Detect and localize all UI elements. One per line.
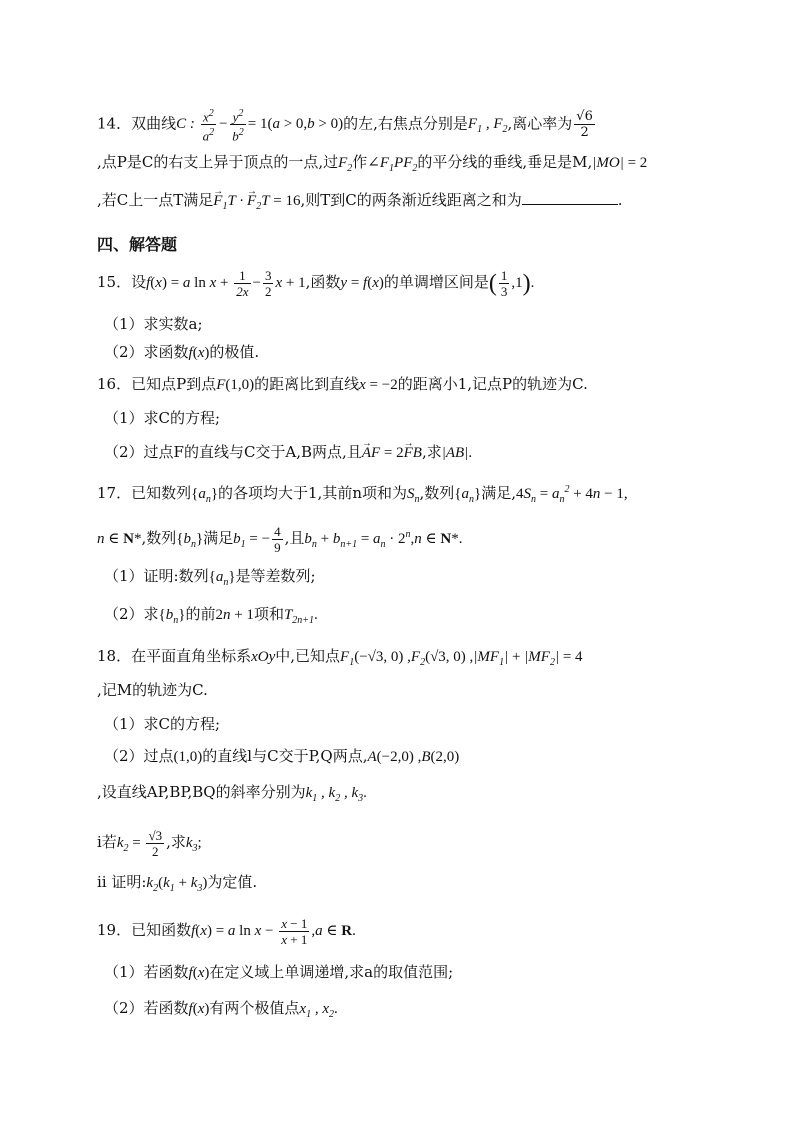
q19-part-1 — [104, 962, 453, 983]
q15-function: f(x) = a ln x + $\frac{1}{2x}$ − $\frac{3}{2}$ x + 1 — [146, 268, 306, 299]
q14-text: 双曲线 — [131, 114, 177, 133]
q16-part-2 — [104, 442, 472, 463]
q17-line-1 — [97, 480, 628, 510]
q17-t2n1: $T_{2n+1}$. — [283, 607, 318, 626]
q14-dot-product: → $F_1T$ · → $F_2T = 16$ — [213, 193, 300, 209]
q17-text: ,且 — [284, 528, 305, 547]
q15-fx: f(x) — [188, 345, 210, 361]
q18-point-10: (1,0) — [173, 749, 203, 765]
q15-number: 15． — [97, 272, 132, 291]
q19-line-1 — [97, 916, 356, 947]
q18-text: 中,已知点 — [275, 647, 341, 665]
q17-an: $\{a_n\}$ — [208, 569, 236, 588]
q18-k2: $k_2$ = $\frac{√3}{2}$ — [116, 828, 163, 859]
q18-line-5 — [97, 782, 367, 809]
q15-text: 的极值. — [209, 343, 260, 361]
q19-x1x2: $x_1$ , $x_2$. — [299, 1001, 338, 1020]
q15-interval: ( $\frac{1}{3}$ ,1). — [488, 268, 535, 299]
q19-function: f(x) = a ln x − $\frac{x - 1}{x + 1}$ ,a ∈ R. — [191, 916, 356, 947]
q15-text: 的单调增区间是 — [383, 272, 489, 291]
section-heading: 四、解答题 — [97, 235, 178, 254]
q17-text: 的前 — [185, 605, 216, 623]
q18-text: ⅰ若 — [97, 832, 117, 851]
q17-text: 满足 — [203, 528, 234, 547]
q19-fx: f(x) — [188, 965, 210, 981]
q14-eccentricity: $\frac{√6}{2}$ — [576, 108, 593, 140]
q14-number: 14． — [97, 114, 132, 133]
q18-part-2 — [104, 746, 459, 767]
q17-2n1: 2n + 1 — [215, 607, 254, 623]
q16-part-1: （1）求C的方程; — [104, 409, 221, 427]
q17-text: 的各项均大于1,其前n项和为 — [218, 484, 407, 502]
q17-text: 已知数列 — [131, 484, 192, 502]
q18-line-2: ,记M的轨迹为C. — [97, 681, 208, 699]
q15-text: ,函数 — [305, 272, 341, 291]
q18-sub-2 — [97, 872, 257, 899]
q18-text: ,设直线AP,BP,BQ的斜率分别为 — [97, 783, 306, 801]
q14-text: 的左,右焦点分别是 — [343, 114, 468, 133]
q18-number: 18． — [97, 647, 132, 665]
q18-line-1 — [97, 646, 583, 673]
q18-xoy: xOy — [251, 649, 276, 665]
q14-text: ,则T到C的两条渐近线距离之和为 — [300, 191, 522, 209]
q14-line-3 — [97, 190, 623, 217]
q19-number: 19． — [97, 920, 132, 939]
q17-text: （2）求 — [104, 605, 159, 623]
q18-text: ,求 — [166, 832, 186, 851]
q14-line-1 — [97, 106, 597, 144]
q18-points: $F_1(-√3$, 0) $,F_2(√3$, 0) $,|MF_1| + |MF_2| = 4$ — [340, 649, 583, 668]
q17-recurrence: $b_n + b_{n+1} = a_n \cdot 2^n,n$ ∈ N*. — [304, 528, 463, 550]
q14-foci: $F_1$ , $F_2$ — [467, 116, 508, 136]
q14-text: 的平分线的垂线,垂足是M, — [417, 153, 593, 171]
q15-line-1 — [97, 268, 534, 299]
q18-k3: $k_3$; — [185, 834, 202, 854]
q14-mo: |MO| = 2 — [592, 155, 648, 171]
q19-part-2 — [104, 998, 338, 1025]
q18-sub-1 — [97, 828, 202, 859]
q14-text: ,离心率为 — [507, 114, 573, 133]
q17-number: 17． — [97, 484, 132, 502]
q19-text: 在定义域上单调递增,求a的取值范围; — [209, 963, 454, 981]
q16-text: （2）过点F的直线与C交于A,B两点,且 — [104, 443, 362, 461]
q14-text: . — [617, 191, 623, 209]
q16-line-eq: x = −2 — [359, 377, 398, 393]
q14-angle: $\angle F_1PF_2$ — [367, 155, 418, 174]
q15-text: 设 — [131, 272, 147, 291]
q16-vector-eq: → AF = 2→ FB — [362, 445, 422, 461]
q19-text: （2）若函数 — [104, 999, 189, 1017]
q17-part-2 — [104, 604, 318, 631]
q18-ab: A(−2,0) ,B(2,0) — [367, 749, 460, 765]
q17-bn: $\{b_n\}$ — [158, 607, 186, 626]
q19-fx: f(x) — [188, 1001, 210, 1017]
answer-blank[interactable] — [522, 190, 618, 205]
q16-text: 的距离比到直线 — [254, 375, 360, 393]
q16-line-1 — [97, 374, 588, 395]
q18-part-1: （1）求C的方程; — [104, 715, 221, 733]
q17-sn: $S_n$ — [407, 486, 420, 505]
q18-text: ⅱ 证明: — [97, 873, 147, 891]
q17-an: $\{a_n\}$ — [191, 486, 219, 505]
q16-text: ,求 — [421, 443, 442, 461]
q16-text: 的距离小1,记点P的轨迹为C. — [397, 375, 588, 393]
q15-text: （2）求函数 — [104, 343, 189, 361]
q14-text: ,点P是C的右支上异于顶点的一点,过 — [97, 153, 339, 171]
q17-text: ,数列 — [141, 528, 177, 547]
q16-ab: |AB|. — [441, 445, 473, 461]
q15-y-fx: y = f(x) — [340, 274, 384, 291]
q15-part-2 — [104, 342, 259, 363]
q18-text: 为定值. — [207, 873, 258, 891]
q18-slopes: $k_1$ , $k_2$ , $k_3$. — [305, 785, 367, 804]
q17-an: $\{a_n\}$ — [454, 486, 482, 505]
q16-point-f: F(1,0) — [216, 377, 255, 393]
q17-n-in-n: n ∈ N* — [97, 530, 142, 547]
q17-text: 是等差数列; — [235, 567, 316, 585]
q17-b1: $b_1$ = − $\frac{4}{9}$ — [233, 524, 281, 555]
q14-f2: $F_2$ — [338, 155, 353, 174]
q17-bn: $\{b_n\}$ — [176, 530, 204, 550]
q19-text: 已知函数 — [131, 920, 192, 939]
q17-text: 满足, — [481, 484, 516, 502]
q18-text: （2）过点 — [104, 747, 174, 765]
q17-line-2 — [97, 524, 463, 555]
q14-text: ,若C上一点T满足 — [97, 191, 214, 209]
q15-part-1: （1）求实数a; — [104, 315, 203, 333]
q19-text: 有两个极值点 — [209, 999, 300, 1017]
q17-text: （1）证明:数列 — [104, 567, 209, 585]
q17-sum-eq: $4S_n = a_n^2 + 4n - 1$, — [515, 484, 628, 505]
q17-text: ,数列 — [419, 484, 455, 502]
q17-part-1 — [104, 566, 316, 593]
q14-hyperbola-eq: C : $\frac{x^2}{a^2}$ − $\frac{y^2}{b^2}$ = 1(a > 0,b > 0) — [176, 108, 344, 144]
q14-line-2 — [97, 152, 647, 179]
q18-expr: $k_2(k_1 + k_3)$ — [146, 875, 208, 894]
q19-text: （1）若函数 — [104, 963, 189, 981]
q18-text: 在平面直角坐标系 — [131, 647, 252, 665]
q17-text: 项和 — [253, 605, 284, 623]
q14-text: 作 — [352, 153, 368, 171]
q16-number: 16． — [97, 375, 132, 393]
q16-text: 已知点P到点 — [131, 375, 217, 393]
q18-text: 的直线l与C交于P,Q两点, — [202, 747, 368, 765]
